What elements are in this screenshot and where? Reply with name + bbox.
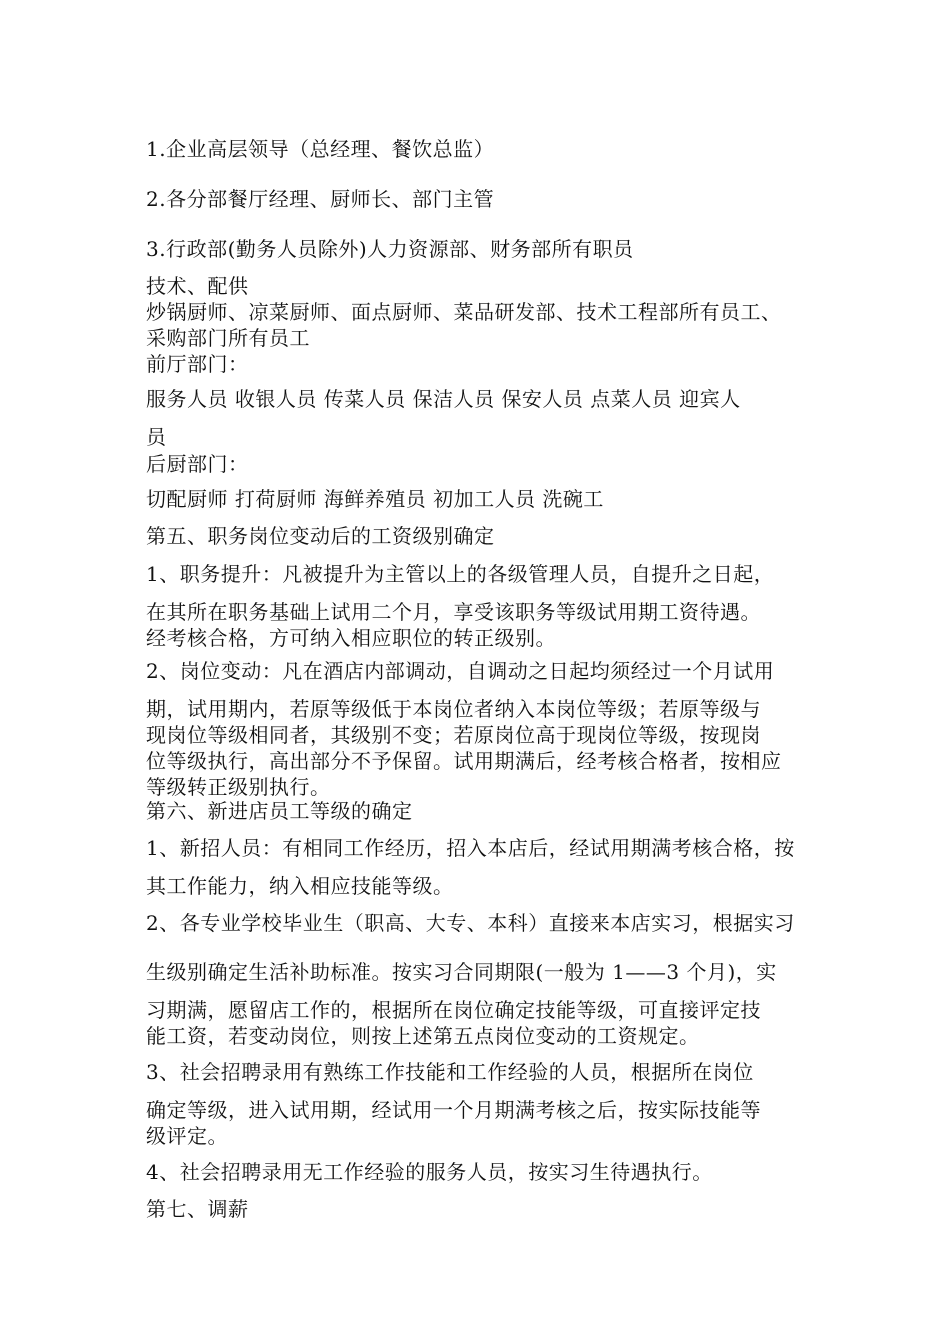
paragraph-5-2-line-2: 期，试用期内，若原等级低于本岗位者纳入本岗位等级；若原等级与	[146, 697, 761, 721]
technical-staff-line-2: 采购部门所有员工	[146, 326, 310, 350]
paragraph-5-2-line-3: 现岗位等级相同者，其级别不变；若原岗位高于现岗位等级，按现岗	[146, 723, 761, 747]
paragraph-6-4: 4、社会招聘录用无工作经验的服务人员，按实习生待遇执行。	[146, 1160, 713, 1184]
paragraph-5-2-line-5: 等级转正级别执行。	[146, 775, 331, 799]
technical-staff-line-1: 炒锅厨师、凉菜厨师、面点厨师、菜品研发部、技术工程部所有员工、	[146, 300, 782, 324]
paragraph-5-1-line-1: 1、职务提升：凡被提升为主管以上的各级管理人员，自提升之日起，	[146, 562, 775, 586]
paragraph-6-1-line-2: 其工作能力，纳入相应技能等级。	[146, 874, 454, 898]
category-technical: 技术、配供	[146, 274, 249, 298]
paragraph-6-2-line-4: 能工资，若变动岗位，则按上述第五点岗位变动的工资规定。	[146, 1024, 700, 1048]
paragraph-6-2-line-3: 习期满，愿留店工作的，根据所在岗位确定技能等级，可直接评定技	[146, 998, 761, 1022]
list-item-managers: 2.各分部餐厅经理、厨师长、部门主管	[146, 187, 495, 211]
paragraph-6-1-line-1: 1、新招人员：有相同工作经历，招入本店后，经试用期满考核合格，按	[146, 836, 795, 860]
section-heading-6: 第六、新进店员工等级的确定	[146, 799, 413, 823]
paragraph-6-3-line-3: 级评定。	[146, 1124, 228, 1148]
paragraph-6-2-line-2: 生级别确定生活补助标准。按实习合同期限(一般为 1——3 个月)，实	[146, 960, 777, 984]
section-heading-5: 第五、职务岗位变动后的工资级别确定	[146, 524, 495, 548]
front-hall-staff-line-1: 服务人员 收银人员 传菜人员 保洁人员 保安人员 点菜人员 迎宾人	[146, 387, 741, 411]
section-heading-7: 第七、调薪	[146, 1197, 249, 1221]
category-front-hall: 前厅部门：	[146, 352, 249, 376]
list-item-admin-staff: 3.行政部(勤务人员除外)人力资源部、财务部所有职员	[146, 237, 634, 261]
paragraph-5-1-line-3: 经考核合格，方可纳入相应职位的转正级别。	[146, 626, 556, 650]
paragraph-5-1-line-2: 在其所在职务基础上试用二个月，享受该职务等级试用期工资待遇。	[146, 600, 761, 624]
paragraph-5-2-line-1: 2、岗位变动：凡在酒店内部调动，自调动之日起均须经过一个月试用	[146, 659, 775, 683]
kitchen-staff: 切配厨师 打荷厨师 海鲜养殖员 初加工人员 洗碗工	[146, 487, 604, 511]
front-hall-staff-line-2: 员	[146, 425, 167, 449]
paragraph-6-3-line-1: 3、社会招聘录用有熟练工作技能和工作经验的人员，根据所在岗位	[146, 1060, 754, 1084]
paragraph-6-3-line-2: 确定等级，进入试用期，经试用一个月期满考核之后，按实际技能等	[146, 1098, 761, 1122]
category-kitchen: 后厨部门：	[146, 452, 249, 476]
paragraph-5-2-line-4: 位等级执行，高出部分不予保留。试用期满后，经考核合格者，按相应	[146, 749, 782, 773]
paragraph-6-2-line-1: 2、各专业学校毕业生（职高、大专、本科）直接来本店实习，根据实习	[146, 911, 795, 935]
list-item-executives: 1.企业高层领导（总经理、餐饮总监）	[146, 137, 495, 161]
